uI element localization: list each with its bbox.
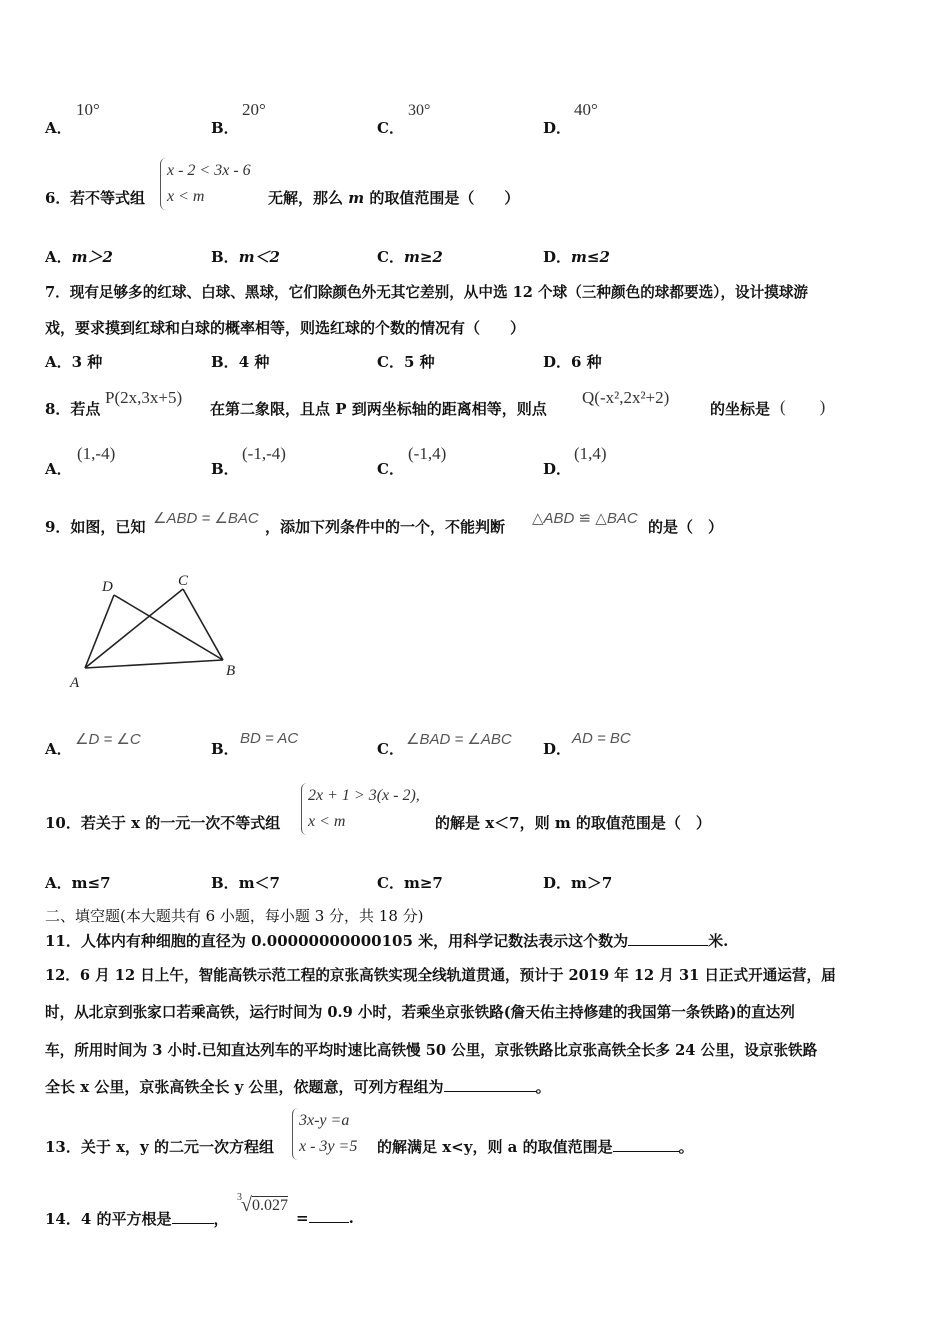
q6-system-line-1: x - 2 < 3x - 6: [167, 162, 251, 179]
q12-line-1: 12．6 月 12 日上午，智能高铁示范工程的京张高铁实现全线轨道贯通，预计于 2019 年 12 月 31 日正式开通运营，届: [45, 967, 836, 984]
q6-option-b: B．m＜2: [211, 248, 280, 266]
q9-option-d-value: AD = BC: [572, 730, 631, 747]
q12-line-3: 车，所用时间为 3 小时.已知直达列车的平均时速比高铁慢 50 公里，京张铁路比京张高铁全长多 24 公里，设京张铁路: [45, 1042, 818, 1059]
q13-end: 。: [678, 1138, 694, 1156]
q10-option-b: B．m＜7: [211, 874, 280, 892]
q8-suffix: 的坐标是: [710, 400, 771, 418]
q8-point-p: P(2x,3x+5): [105, 388, 183, 407]
vertex-label-b: B: [226, 663, 236, 679]
q10-system-line-2: x < m: [308, 813, 346, 830]
q9-triangle-figure: [60, 565, 260, 695]
q14-radicand: 0.027: [252, 1197, 288, 1214]
vertex-label-a: A: [70, 675, 80, 691]
q7-line-1: 7．现有足够多的红球、白球、黑球，它们除颜色外无其它差别，从中选 12 个球（三种颜色的球都要选），设计摸球游: [45, 284, 809, 301]
q9-middle-text: ，添加下列条件中的一个，不能判断: [265, 518, 506, 536]
q8-prefix: 8．若点: [45, 400, 101, 418]
q11-text: 11．人体内有种细胞的直径为 0.00000000000105 米，用科学记数法表示这个数为: [45, 932, 629, 950]
q9-prefix: 9．如图，已知: [45, 518, 146, 536]
q6-prefix: 若不等式组: [70, 189, 146, 207]
q6-question-text: [268, 187, 519, 208]
q14-comma: ，: [213, 1210, 229, 1228]
q11-line: [45, 930, 728, 951]
q13-prefix: 13．关于 x，y 的二元一次方程组: [45, 1138, 274, 1156]
q9-option-b-value: BD = AC: [240, 730, 299, 747]
q8-option-a-value: (1,-4): [77, 444, 116, 463]
vertex-label-c: C: [178, 573, 189, 589]
q5-option-b-label: B．: [211, 119, 239, 137]
q9-suffix: 的是（ ）: [648, 518, 724, 536]
q6-option-a: A．m＞2: [45, 248, 113, 266]
q8-answer-paren: ( ): [780, 397, 826, 416]
q7-line-2: 戏，要求摸到红球和白球的概率相等，则选红球的个数的情况有（ ）: [45, 319, 526, 337]
q14-root-index: 3: [237, 1192, 242, 1203]
q8-option-d-value: (1,4): [574, 444, 607, 463]
q11-suffix: 米.: [708, 932, 729, 950]
q9-option-c-label: C．: [377, 740, 404, 758]
q9-option-a-label: A．: [45, 740, 72, 758]
q12-line-4: [45, 1076, 551, 1097]
q14-line-2: [296, 1208, 354, 1227]
q8-option-a-label: A．: [45, 460, 72, 478]
q8-point-q: Q(-x²,2x²+2): [582, 388, 670, 407]
q14-prefix: 14．4 的平方根是: [45, 1210, 172, 1228]
q6-suffix-a: 无解，那么: [268, 189, 349, 207]
q6-system-line-2: x < m: [167, 188, 205, 205]
q12-line-2: 时，从北京到张家口若乘高铁，运行时间为 0.9 小时，若乘坐京张铁路(詹天佑主持修建的我国第一条铁路)的直达列: [45, 1004, 795, 1021]
q9-given-condition: ∠ABD = ∠BAC: [153, 510, 259, 527]
q6-number: 6．: [45, 189, 71, 207]
q7-option-b: B．4 种: [211, 353, 270, 371]
q13-system-line-2: x - 3y =5: [299, 1138, 358, 1155]
q5-option-a-value: 10°: [76, 100, 100, 119]
q7-option-a: A．3 种: [45, 353, 103, 371]
q9-option-a-value: ∠D = ∠C: [75, 731, 141, 748]
q10-option-d: D．m＞7: [543, 874, 613, 892]
q8-option-c-label: C．: [377, 460, 404, 478]
q7-option-c: C．5 种: [377, 353, 435, 371]
q13-system-line-1: 3x-y =a: [299, 1112, 350, 1129]
q9-congruence: △ABD ≌ △BAC: [532, 510, 638, 527]
q5-option-c-label: C．: [377, 119, 404, 137]
q8-option-d-label: D．: [543, 460, 572, 478]
q5-option-d-value: 40°: [574, 100, 598, 119]
q13-answer-blank[interactable]: [613, 1137, 679, 1152]
q13-equation-system: [292, 1108, 384, 1160]
q10-prefix: 10．若关于 x 的一元一次不等式组: [45, 814, 281, 832]
q5-option-d-label: D．: [543, 119, 572, 137]
q12-answer-blank[interactable]: [444, 1077, 536, 1092]
q9-option-d-label: D．: [543, 740, 572, 758]
q10-suffix: 的解是 x＜7，则 m 的取值范围是（ ）: [435, 814, 711, 832]
radical-sign-icon: √: [241, 1194, 252, 1216]
q8-option-b-label: B．: [211, 460, 239, 478]
q12-line-4-text: 全长 x 公里，京张高铁全长 y 公里，依题意，可列方程组为: [45, 1078, 444, 1096]
q13-line: [377, 1136, 694, 1157]
q6-option-d: D．m≤2: [543, 248, 610, 266]
q14-answer-blank-2[interactable]: [309, 1208, 349, 1223]
q5-option-c-value: 30°: [408, 102, 431, 119]
q12-suffix: 。: [535, 1078, 551, 1096]
q14-answer-blank-1[interactable]: [172, 1209, 214, 1224]
q11-answer-blank[interactable]: [628, 931, 708, 946]
q6-suffix-b: 的取值范围是（ ）: [364, 189, 520, 207]
q8-option-b-value: (-1,-4): [242, 444, 286, 463]
segment-ab: [85, 660, 223, 668]
q10-option-a: A．m≤7: [45, 874, 111, 892]
q10-option-c: C．m≥7: [377, 874, 443, 892]
vertex-label-d: D: [102, 579, 113, 595]
q9-option-b-label: B．: [211, 740, 239, 758]
q10-inequality-system: [301, 783, 438, 835]
q14-end: .: [348, 1209, 354, 1227]
q6-variable-m: m: [348, 189, 365, 207]
section-2-heading: 二、填空题(本大题共有 6 小题，每小题 3 分，共 18 分): [45, 907, 424, 925]
q8-middle-text: 在第二象限，且点 P 到两坐标轴的距离相等，则点: [210, 400, 547, 418]
q7-option-d: D．6 种: [543, 353, 602, 371]
q8-option-c-value: (-1,4): [408, 444, 447, 463]
q5-option-a-label: A．: [45, 119, 72, 137]
q14-equals: =: [296, 1209, 309, 1227]
segment-db: [114, 595, 223, 660]
segment-cb: [183, 589, 223, 660]
q10-system-line-1: 2x + 1 > 3(x - 2),: [308, 787, 420, 804]
q6-inequality-system: [160, 158, 277, 210]
q5-option-b-value: 20°: [242, 100, 266, 119]
q6-option-c: C．m≥2: [377, 248, 443, 266]
q13-suffix: 的解满足 x<y，则 a 的取值范围是: [377, 1138, 613, 1156]
q9-option-c-value: ∠BAD = ∠ABC: [406, 731, 512, 748]
q14-line: [45, 1208, 229, 1229]
segment-ac: [85, 589, 183, 668]
